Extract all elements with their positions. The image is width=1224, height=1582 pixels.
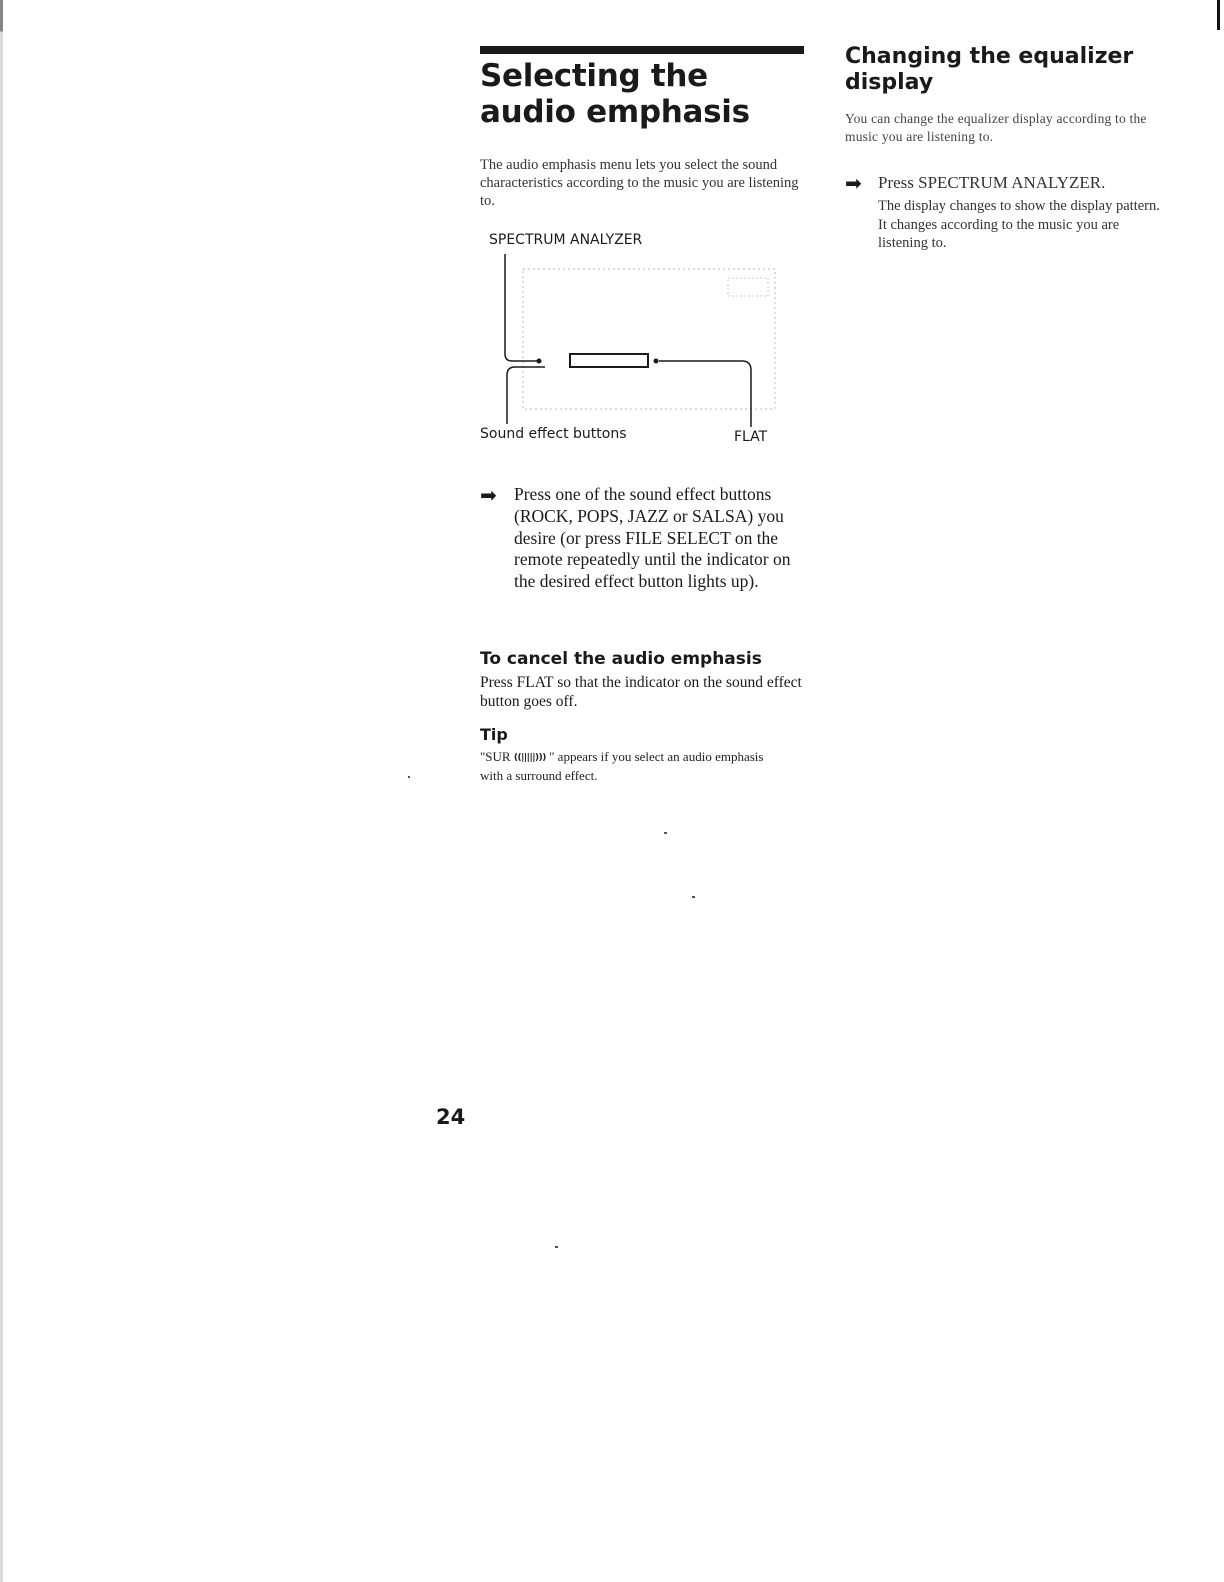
surround-indicator-icon: ((|||||))) [513,753,546,763]
flat-leader-line [659,361,751,427]
page-number: 24 [436,1105,466,1129]
step-detail: The display changes to show the display pattern. It changes according to the music you are listening to. [878,198,1160,251]
scan-edge-right [1217,0,1220,30]
step-spectrum-analyzer [845,172,1175,253]
scan-speck [664,832,667,834]
sound-effect-leader-line [507,367,545,424]
equalizer-intro: You can change the equalizer display according to the music you are listening to. [845,111,1147,144]
arrow-right-icon: ➡ [845,171,862,195]
arrow-right-icon: ➡ [480,483,497,507]
step-select-effect [480,484,810,593]
device-diagram [470,226,810,456]
step-text: Press one of the sound effect buttons (ROCK, POPS, JAZZ or SALSA) you desire (or press FILE SELECT on the remote repeatedly until the indicator on the desired effect button lights up). [514,484,791,592]
flat-leader-dot [654,359,659,364]
scan-edge-left [0,0,3,1582]
sound-effect-buttons-label: Sound effect buttons [480,426,627,442]
section-rule [480,46,804,54]
device-panel-outline [523,269,775,409]
cancel-text: Press FLAT so that the indicator on the sound effect button goes off. [480,674,802,710]
tip-text [480,748,780,784]
flat-label: FLAT [734,429,768,445]
section-intro: The audio emphasis menu lets you select the sound characteristics according to the music you are listening to. [480,157,799,209]
scan-speck [408,776,410,778]
tip-prefix: "SUR [480,749,511,764]
sound-effect-button-strip [570,354,648,367]
spectrum-leader-dot [537,359,542,364]
scan-speck [555,1246,558,1248]
cancel-heading: To cancel the audio emphasis [480,649,762,669]
tip-suffix: " appears if you select an audio emphasis with a surround effect. [480,749,764,783]
step-text: Press SPECTRUM ANALYZER. [878,173,1106,192]
tip-heading: Tip [480,725,508,744]
section-title: Selecting the audio emphasis [480,58,750,130]
display-window [728,278,768,296]
equalizer-heading: Changing the equalizer display [845,44,1134,95]
spectrum-leader-line [505,254,538,361]
spectrum-analyzer-label: SPECTRUM ANALYZER [489,232,643,248]
scan-speck [692,896,695,898]
device-illustration [470,226,810,456]
